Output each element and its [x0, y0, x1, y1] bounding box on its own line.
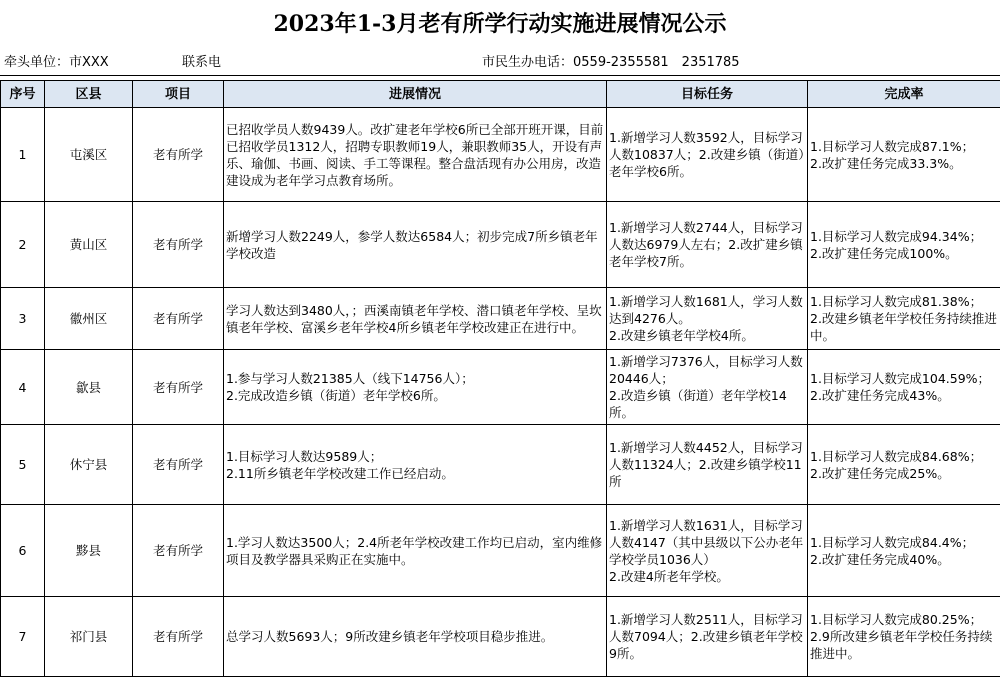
cell-district: 祁门县: [45, 597, 133, 677]
rate-line: 2.改扩建任务完成33.3%。: [810, 155, 962, 171]
rate-line: 2.改建乡镇老年学校任务持续推进中。: [810, 311, 997, 343]
cell-no: 4: [1, 350, 45, 425]
cell-target: [607, 505, 808, 597]
target-line: 1.新增学习人数4452人，目标学习人数11324人；2.改建乡镇学校11所: [609, 440, 803, 489]
cell-rate: [808, 597, 1000, 677]
cell-project: 老有所学: [133, 202, 224, 288]
table-body: [1, 108, 1000, 677]
rate-line: 2.改扩建任务完成40%。: [810, 551, 950, 567]
cell-no: 1: [1, 108, 45, 202]
cell-project: 老有所学: [133, 108, 224, 202]
table-row: [1, 350, 1000, 425]
header-no: 序号: [1, 81, 45, 108]
cell-target: [607, 288, 808, 350]
rate-line: 2.改扩建任务完成43%。: [810, 388, 950, 403]
cell-district: 屯溪区: [45, 108, 133, 202]
cell-progress: 学习人数达到3480人，；西溪南镇老年学校、潜口镇老年学校、呈坎镇老年学校、富溪乡老年学校4所乡镇老年学校改建正在进行中。: [224, 288, 607, 350]
lead-unit-text: 牵头单位：市XXX: [4, 55, 109, 70]
table-row: [1, 202, 1000, 288]
page-title: 2023年1-3月老有所学行动实施进展情况公示: [273, 11, 727, 37]
cell-rate: [808, 425, 1000, 505]
cell-target: [607, 350, 808, 425]
cell-project: 老有所学: [133, 425, 224, 505]
rate-line: 2.9所改建乡镇老年学校任务持续推进中。: [810, 629, 993, 661]
progress-table: [0, 80, 1000, 677]
cell-progress: 已招收学员人数9439人。改扩建老年学校6所已全部开班开课，目前已招收学员1312人，招聘专职教师19人，兼职教师35人，开设有声乐、瑜伽、书画、阅读、手工等课程。整合盘活现有办公用房，改造建设成为老年学习点教育场所。: [224, 108, 607, 202]
cell-district: 休宁县: [45, 425, 133, 505]
cell-no: 6: [1, 505, 45, 597]
cell-rate: [808, 505, 1000, 597]
cell-progress: 1.学习人数达3500人；2.4所老年学校改建工作均已启动，室内维修项目及教学器具采购正在实施中。: [224, 505, 607, 597]
target-line: 1.新增学习人数2511人，目标学习人数7094人；2.改建乡镇老年学校9所。: [609, 612, 803, 661]
rate-line: 1.目标学习人数完成87.1%；: [810, 138, 975, 154]
target-line: 2.改建4所老年学校。: [609, 568, 729, 584]
target-line: 1.新增学习人数3592人，目标学习人数10837人；2.改建乡镇（街道）老年学校6所。: [609, 130, 805, 179]
table-row: [1, 597, 1000, 677]
header-project: 项目: [133, 81, 224, 108]
cell-target: [607, 108, 808, 202]
rate-line: 1.目标学习人数完成84.4%；: [810, 534, 975, 550]
rate-line: 2.改扩建任务完成25%。: [810, 465, 950, 481]
table-row: [1, 108, 1000, 202]
rate-line: 1.目标学习人数完成104.59%；: [810, 371, 991, 386]
cell-project: 老有所学: [133, 288, 224, 350]
cell-district: 黟县: [45, 505, 133, 597]
header-progress: 进展情况: [224, 81, 607, 108]
contact-text: 联系电: [182, 55, 222, 70]
rate-line: 1.目标学习人数完成84.68%；: [810, 448, 983, 464]
cell-rate: [808, 108, 1000, 202]
cell-rate: [808, 288, 1000, 350]
rate-line: 2.改扩建任务完成100%。: [810, 245, 958, 261]
progress-line: 2.完成改造乡镇（街道）老年学校6所。: [226, 388, 446, 403]
table-row: [1, 505, 1000, 597]
cell-district: 徽州区: [45, 288, 133, 350]
cell-district: 歙县: [45, 350, 133, 425]
target-line: 1.新增学习人数1681人，学习人数达到4276人。: [609, 294, 803, 326]
cell-district: 黄山区: [45, 202, 133, 288]
target-line: 1.新增学习7376人，目标学习人数20446人；: [609, 354, 803, 386]
cell-no: 5: [1, 425, 45, 505]
progress-line: 1.目标学习人数达9589人；: [226, 448, 383, 464]
cell-no: 7: [1, 597, 45, 677]
target-line: 1.新增学习人数1631人，目标学习人数4147（其中县级以下公办老年学校学员1036人）: [609, 517, 804, 567]
cell-no: 3: [1, 288, 45, 350]
cell-no: 2: [1, 202, 45, 288]
cell-progress: [224, 350, 607, 425]
phone-text: 市民生办电话：0559-2355581 2351785: [482, 55, 740, 70]
target-line: 2.改造乡镇（街道）老年学校14所。: [609, 388, 787, 420]
cell-target: [607, 202, 808, 288]
rate-line: 1.目标学习人数完成80.25%；: [810, 612, 983, 627]
cell-project: 老有所学: [133, 350, 224, 425]
cell-progress: [224, 425, 607, 505]
table-row: [1, 288, 1000, 350]
cell-progress: 总学习人数5693人；9所改建乡镇老年学校项目稳步推进。: [224, 597, 607, 677]
cell-rate: [808, 350, 1000, 425]
target-line: 2.改建乡镇老年学校4所。: [609, 328, 754, 343]
cell-rate: [808, 202, 1000, 288]
cell-target: [607, 597, 808, 677]
divider: [0, 75, 1000, 76]
target-line: 1.新增学习人数2744人，目标学习人数达6979人左右；2.改扩建乡镇老年学校7所。: [609, 220, 803, 269]
cell-project: 老有所学: [133, 597, 224, 677]
table-header-row: [1, 81, 1000, 108]
cell-target: [607, 425, 808, 505]
header-target: 目标任务: [607, 81, 808, 108]
rate-line: 1.目标学习人数完成81.38%；: [810, 294, 983, 309]
progress-line: 1.参与学习人数21385人（线下14756人）；: [226, 371, 474, 386]
table-row: [1, 425, 1000, 505]
progress-line: 2.11所乡镇老年学校改建工作已经启动。: [226, 465, 454, 481]
header-district: 区县: [45, 81, 133, 108]
header-rate: 完成率: [808, 81, 1000, 108]
cell-progress: 新增学习人数2249人，参学人数达6584人；初步完成7所乡镇老年学校改造: [224, 202, 607, 288]
rate-line: 1.目标学习人数完成94.34%；: [810, 228, 983, 244]
cell-project: 老有所学: [133, 505, 224, 597]
